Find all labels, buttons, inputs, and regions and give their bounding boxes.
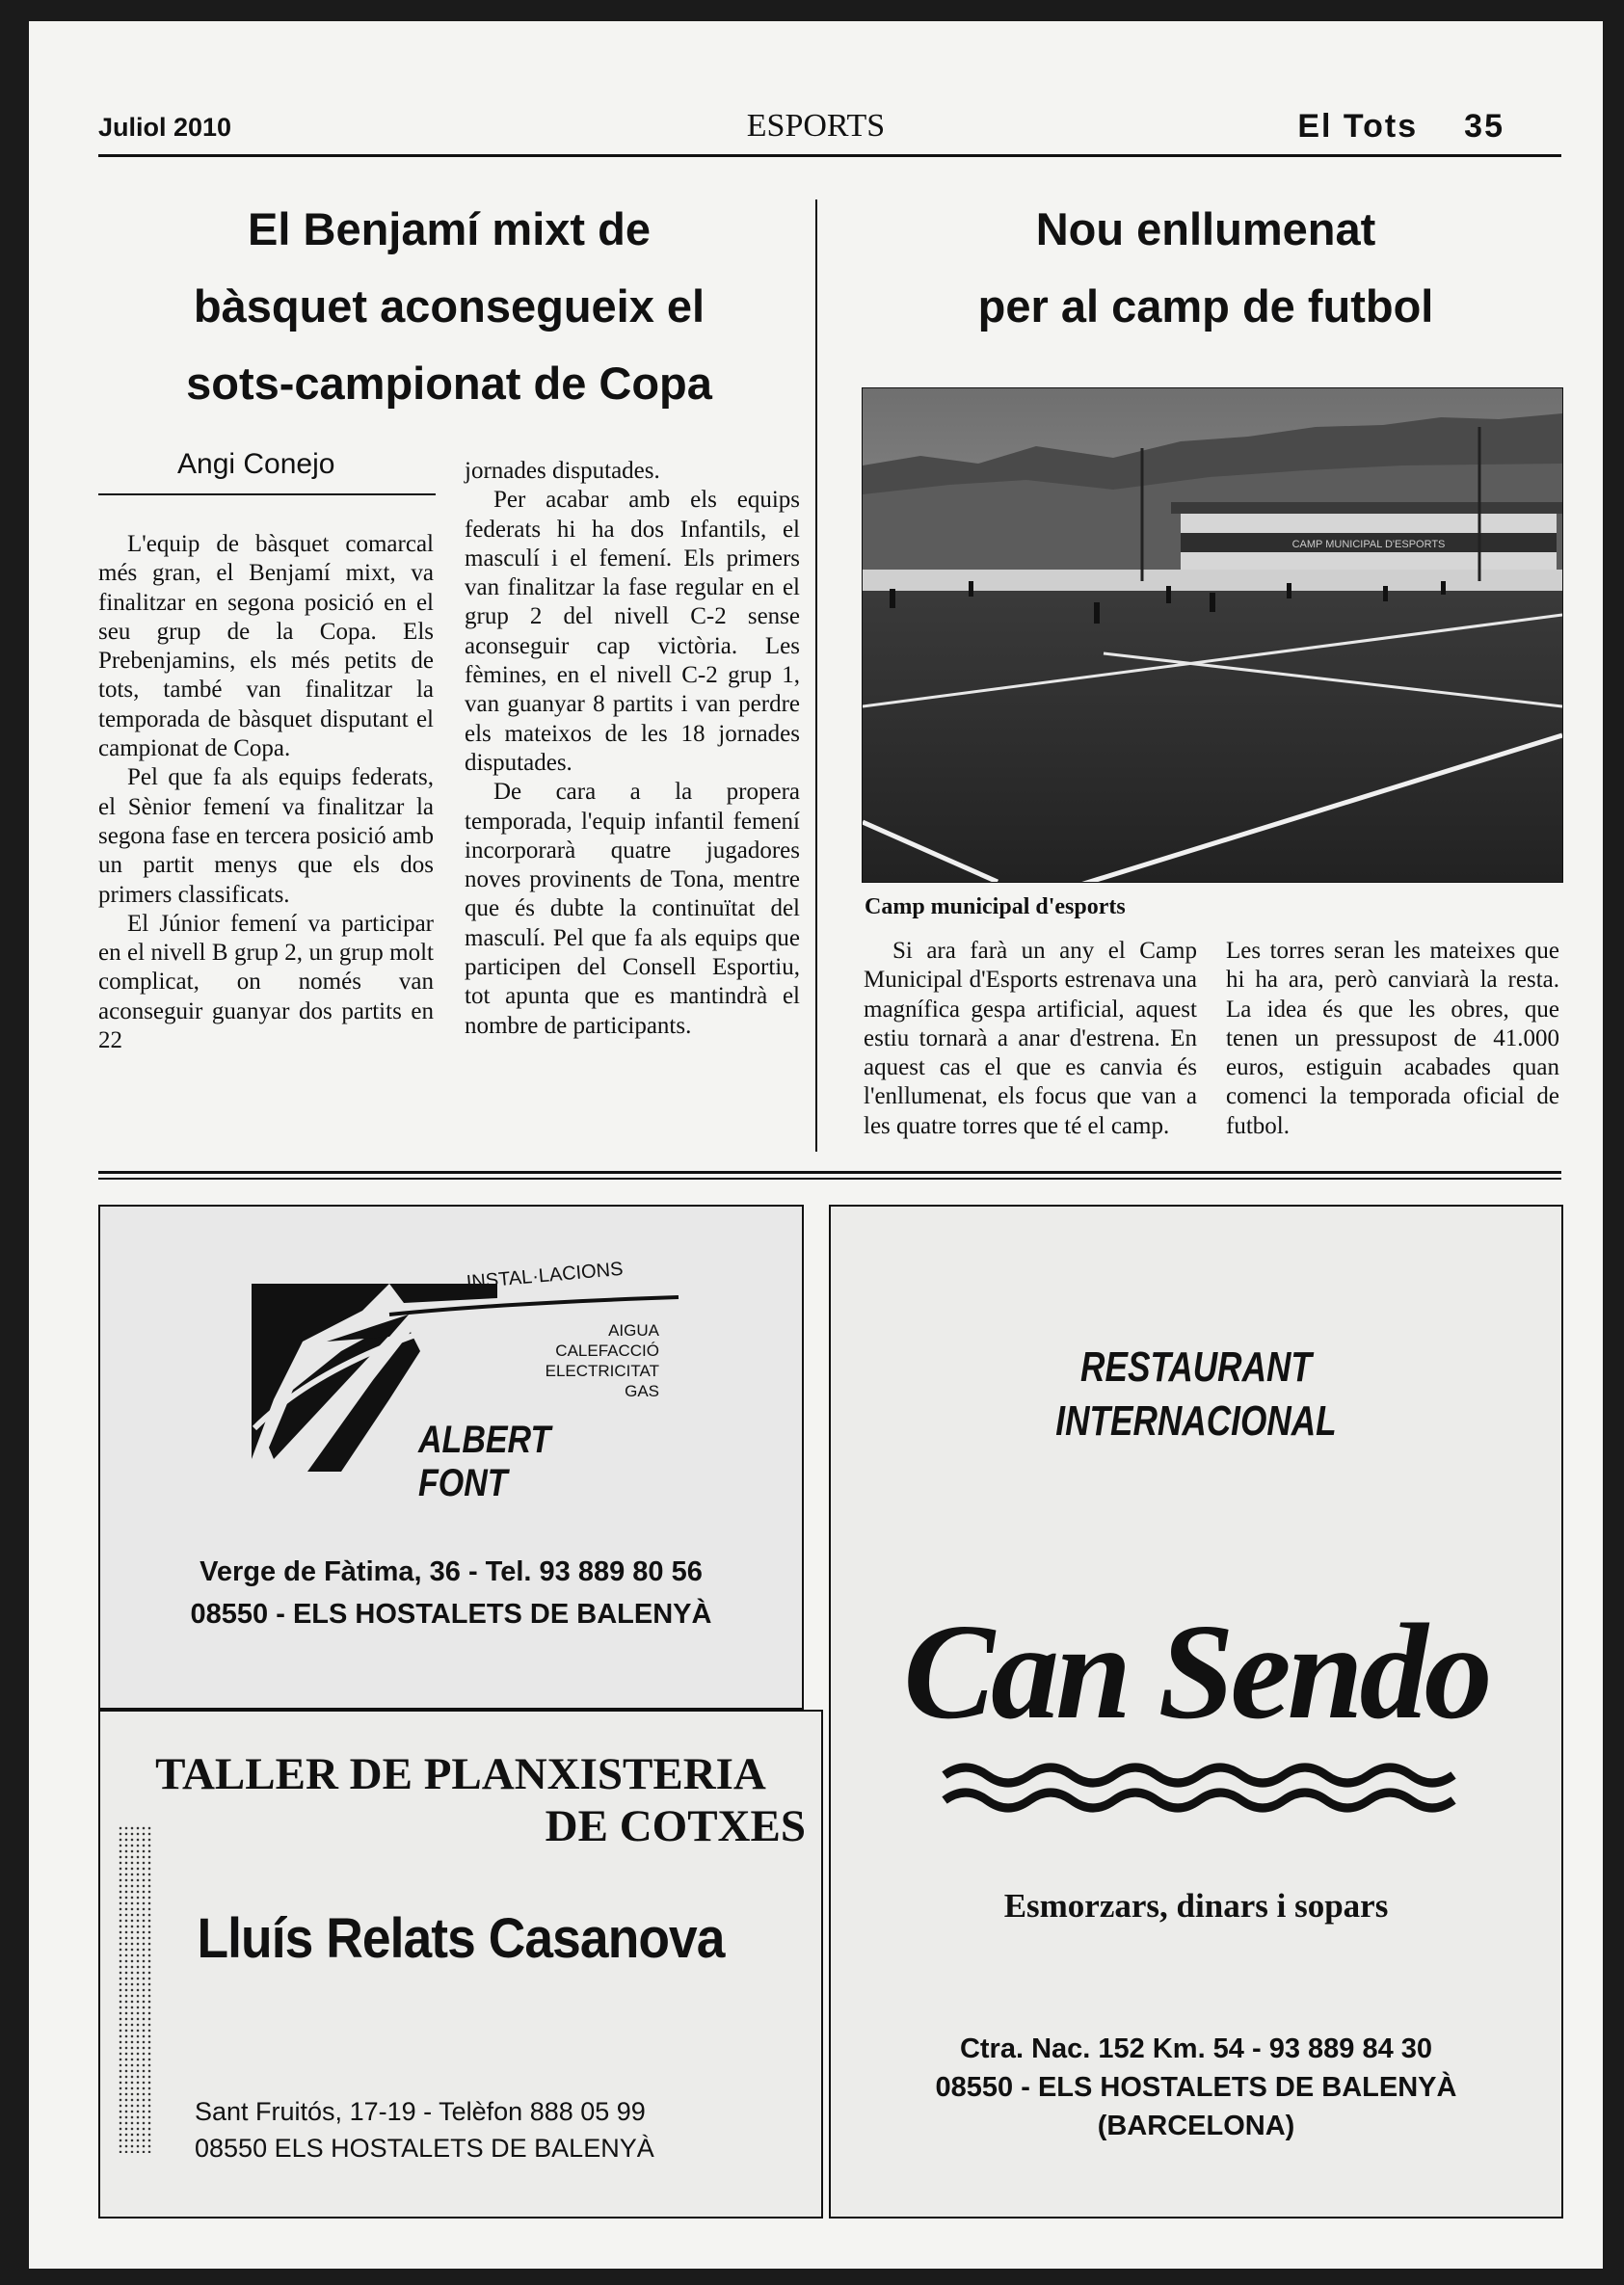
service-water: AIGUA (608, 1321, 659, 1340)
can-sendo-city: 08550 - ELS HOSTALETS DE BALENYÀ (935, 2072, 1457, 2103)
service-gas: GAS (625, 1382, 659, 1400)
can-sendo-region: (BARCELONA) (1097, 2111, 1295, 2141)
can-sendo-line-1: RESTAURANT (1080, 1343, 1312, 1391)
relats-line-2: DE COTXES (545, 1801, 806, 1851)
issue-date: Juliol 2010 (98, 113, 232, 142)
albert-font-address: Verge de Fàtima, 36 - Tel. 93 889 80 56 (200, 1556, 703, 1587)
publication-header (1297, 108, 1504, 146)
article1-title-line-3: sots-campionat de Copa (186, 358, 712, 409)
article2-title-line-2: per al camp de futbol (977, 280, 1434, 332)
relats-city: 08550 ELS HOSTALETS DE BALENYÀ (195, 2134, 654, 2163)
author-rule (98, 493, 436, 495)
albert-font-services (466, 1320, 659, 1401)
article1-author: Angi Conejo (177, 448, 335, 480)
relats-address: Sant Fruitós, 17-19 - Telèfon 888 05 99 (195, 2097, 646, 2126)
article2-paragraph: Si ara farà un any el Camp Municipal d'Esports estrenava una magnífica gespa artificial, aquest estiu tornarà a anar d'estrena. En aquest cas el que es canvia és l'enllumenat, els focus que van a les quatre torres que té el camp. (864, 938, 1197, 1139)
article2-column-1 (864, 937, 1197, 1141)
relats-line-1: TALLER DE PLANXISTERIA (155, 1749, 766, 1799)
article2-title (835, 191, 1577, 345)
ad-lluis-relats (98, 1710, 823, 2219)
can-sendo-address: Ctra. Nac. 152 Km. 54 - 93 889 84 30 (959, 2033, 1433, 2064)
article1-paragraph: L'equip de bàsquet comarcal més gran, el Benjamí mixt, va finalitzar en segona posició en el seu grup de la Copa. Els Prebenjamins, els més petits de tots, també van finalitzar la temporada de bàsquet disputant el campionat de Copa. (98, 531, 434, 762)
article1-title (98, 191, 800, 422)
albert-font-city: 08550 - ELS HOSTALETS DE BALENYÀ (190, 1599, 712, 1630)
article1-paragraph: Pel que fa als equips federats, el Sènior femení va finalitzar la segona fase en tercera posició amb un partit menys que els dos primers classificats. (98, 764, 434, 908)
football-field-illustration (863, 388, 1562, 882)
article2-paragraph: Les torres seran les mateixes que hi ha ara, però canviarà la resta. La idea és que les obres, que tenen un pressupost de 41.000 euros, estiguin acabades quan comenci la temporada oficial de futbol. (1226, 938, 1559, 1139)
newspaper-page (29, 21, 1603, 2269)
article1-column-1 (98, 530, 434, 1055)
service-electricity: ELECTRICITAT (545, 1362, 659, 1380)
article1-paragraph: jornades disputades. (465, 458, 660, 484)
article1-paragraph: Per acabar amb els equips federats hi ha dos Infantils, el masculí i el femení. Els primers van finalitzar la fase regular en el grup 2 del nivell C-2 sense aconseguir cap victòria. Les fèmines, en el nivell C-2 grup 1, van guanyar 8 partits i van perdre els mateixos de les 18 jornades disputades. (465, 487, 800, 776)
publication-name: El Tots (1297, 108, 1419, 145)
photo-caption: Camp municipal d'esports (865, 894, 1126, 919)
section-title: ESPORTS (746, 108, 886, 144)
page-number: 35 (1464, 108, 1504, 145)
albert-font-name: ALBERT FONT (418, 1419, 551, 1504)
article-divider (815, 199, 817, 1152)
ads-rule-top (98, 1171, 1561, 1174)
article1-title-line-1: El Benjamí mixt de (248, 203, 651, 254)
can-sendo-line-2: INTERNACIONAL (1055, 1397, 1337, 1445)
albert-font-tagline: INSTAL·LACIONS (465, 1258, 625, 1293)
football-field-photo (862, 387, 1563, 883)
wave-decoration (831, 1754, 1561, 1831)
ads-rule-bottom (98, 1178, 1561, 1180)
article1-column-2 (465, 457, 800, 1041)
header-rule (98, 154, 1561, 157)
can-sendo-tagline: Esmorzars, dinars i sopars (1003, 1887, 1389, 1925)
service-heating: CALEFACCIÓ (555, 1342, 659, 1360)
article1-title-line-2: bàsquet aconsegueix el (193, 280, 706, 332)
article2-title-line-1: Nou enllumenat (1035, 203, 1376, 254)
ad-can-sendo (829, 1205, 1563, 2219)
article1-paragraph: El Júnior femení va participar en el nivell B grup 2, un grup molt complicat, on només van aconseguir guanyar dos partits en 22 (98, 910, 434, 1054)
ad-albert-font (98, 1205, 804, 1710)
article2-column-2 (1226, 937, 1559, 1141)
can-sendo-name: Can Sendo (903, 1595, 1489, 1747)
relats-dot-pattern (118, 1825, 152, 2153)
relats-name: Lluís Relats Casanova (197, 1907, 725, 1970)
stand-sign: CAMP MUNICIPAL D'ESPORTS (1291, 539, 1446, 550)
article1-paragraph: De cara a la propera temporada, l'equip infantil femení incorporarà quatre jugadores noves provinents de Tona, mentre que és dubte la continuïtat del masculí. Pel que fa als equips que participen del Consell Esportiu, tot apunta que es mantindrà el nombre de participants. (465, 779, 800, 1039)
